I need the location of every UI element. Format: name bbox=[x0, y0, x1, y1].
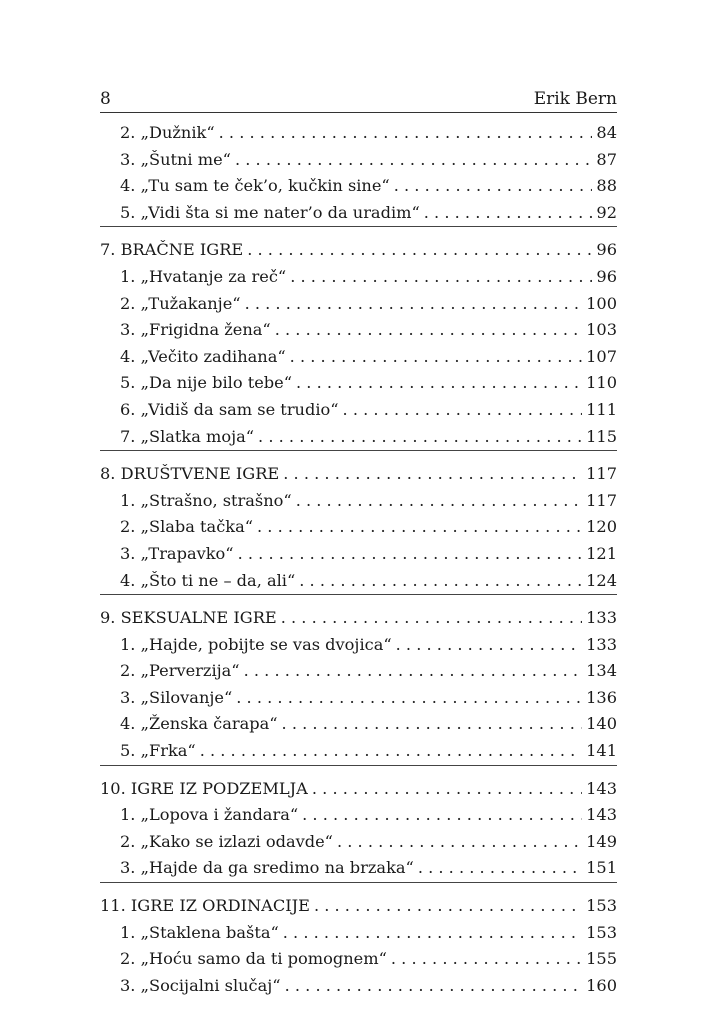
toc-section bbox=[100, 120, 617, 227]
toc-entry[interactable] bbox=[100, 488, 617, 515]
toc-entry-page: 115 bbox=[586, 426, 617, 446]
dot-leader bbox=[396, 632, 582, 659]
toc-entry-page: 96 bbox=[596, 266, 617, 286]
running-author: Erik Bern bbox=[533, 89, 617, 109]
toc-entry-page: 153 bbox=[586, 922, 617, 942]
toc-entry-page: 151 bbox=[586, 858, 617, 878]
toc-chapter[interactable] bbox=[100, 237, 617, 264]
toc-entry[interactable] bbox=[100, 344, 617, 371]
toc-entry-title: 2. „Hoću samo da ti pomognem“ bbox=[120, 949, 387, 969]
toc-section bbox=[100, 605, 617, 766]
toc-entry-title: 3. „Hajde da ga sredimo na brzaka“ bbox=[120, 858, 414, 878]
toc-entry-page: 155 bbox=[586, 949, 617, 969]
dot-leader bbox=[312, 776, 582, 803]
section-gap bbox=[100, 595, 617, 605]
toc-entry-page: 100 bbox=[586, 293, 617, 313]
toc-entry[interactable] bbox=[100, 658, 617, 685]
toc-entry[interactable] bbox=[100, 120, 617, 147]
toc-section bbox=[100, 893, 617, 999]
toc-entry[interactable] bbox=[100, 685, 617, 712]
toc-entry-page: 124 bbox=[586, 570, 617, 590]
toc-entry-page: 84 bbox=[596, 123, 617, 142]
section-gap bbox=[100, 451, 617, 461]
toc-entry-page: 133 bbox=[586, 634, 617, 654]
dot-leader bbox=[296, 488, 582, 515]
toc-entry-title: 4. „Što ti ne – da, ali“ bbox=[120, 570, 296, 590]
toc-entry-title: 5. „Da nije bilo tebe“ bbox=[120, 373, 293, 393]
dot-leader bbox=[290, 264, 592, 291]
toc-chapter[interactable] bbox=[100, 893, 617, 920]
toc-entry-page: 117 bbox=[586, 464, 617, 484]
dot-leader bbox=[424, 200, 593, 227]
dot-leader bbox=[244, 658, 583, 685]
dot-leader bbox=[285, 973, 583, 1000]
toc-entry-page: 121 bbox=[586, 543, 617, 563]
toc-entry[interactable] bbox=[100, 829, 617, 856]
dot-leader bbox=[219, 120, 593, 147]
dot-leader bbox=[247, 237, 592, 264]
toc-entry-title: 2. „Tužakanje“ bbox=[120, 293, 241, 313]
dot-leader bbox=[299, 568, 582, 595]
toc-entry-page: 136 bbox=[586, 687, 617, 707]
toc-entry-title: 7. „Slatka moja“ bbox=[120, 426, 255, 446]
toc-entry[interactable] bbox=[100, 568, 617, 595]
toc-entry-title: 3. „Socijalni slučaj“ bbox=[120, 975, 281, 995]
toc-chapter[interactable] bbox=[100, 776, 617, 803]
page-number: 8 bbox=[100, 89, 111, 109]
toc-entry[interactable] bbox=[100, 514, 617, 541]
dot-leader bbox=[302, 802, 582, 829]
toc-entry[interactable] bbox=[100, 397, 617, 424]
dot-leader bbox=[245, 291, 583, 318]
toc-entry[interactable] bbox=[100, 200, 617, 227]
toc-chapter[interactable] bbox=[100, 605, 617, 632]
toc-entry-title: 2. „Slaba tačka“ bbox=[120, 517, 254, 537]
toc-entry[interactable] bbox=[100, 147, 617, 174]
toc-entry[interactable] bbox=[100, 855, 617, 882]
dot-leader bbox=[275, 317, 582, 344]
toc-entry[interactable] bbox=[100, 317, 617, 344]
dot-leader bbox=[257, 514, 582, 541]
toc-entry[interactable] bbox=[100, 541, 617, 568]
toc-entry-page: 92 bbox=[596, 202, 617, 222]
dot-leader bbox=[200, 738, 582, 765]
section-gap bbox=[100, 883, 617, 893]
toc-entry[interactable] bbox=[100, 711, 617, 738]
toc-entry[interactable] bbox=[100, 973, 617, 1000]
toc-entry-title: 1. „Hvatanje za reč“ bbox=[120, 266, 287, 286]
dot-leader bbox=[394, 173, 593, 200]
dot-leader bbox=[281, 605, 582, 632]
dot-leader bbox=[238, 541, 583, 568]
dot-leader bbox=[337, 829, 582, 856]
toc-entry-page: 103 bbox=[586, 320, 617, 340]
toc-entry-title: 2. „Kako se izlazi odavde“ bbox=[120, 831, 333, 851]
dot-leader bbox=[418, 855, 582, 882]
toc-section bbox=[100, 461, 617, 595]
dot-leader bbox=[343, 397, 583, 424]
toc-entry-title: 4. „Večito zadihana“ bbox=[120, 346, 286, 366]
toc-entry[interactable] bbox=[100, 424, 617, 451]
toc-entry-page: 160 bbox=[586, 975, 617, 995]
toc-entry-title: 4. „Ženska čarapa“ bbox=[120, 714, 278, 734]
toc-entry-page: 140 bbox=[586, 714, 617, 734]
toc-entry-title: 3. „Šutni me“ bbox=[120, 149, 231, 169]
toc-entry-page: 111 bbox=[586, 399, 617, 419]
dot-leader bbox=[391, 946, 582, 973]
running-header bbox=[100, 89, 617, 113]
dot-leader bbox=[258, 424, 582, 451]
toc-entry-page: 153 bbox=[586, 896, 617, 916]
toc-entry[interactable] bbox=[100, 291, 617, 318]
toc-entry[interactable] bbox=[100, 370, 617, 397]
toc-entry-title: 9. SEKSUALNE IGRE bbox=[100, 608, 277, 628]
toc-entry-page: 107 bbox=[586, 346, 617, 366]
dot-leader bbox=[314, 893, 582, 920]
table-of-contents bbox=[100, 120, 617, 999]
toc-entry-page: 88 bbox=[596, 176, 617, 196]
toc-entry-page: 149 bbox=[586, 831, 617, 851]
toc-section bbox=[100, 776, 617, 883]
toc-entry-page: 117 bbox=[586, 490, 617, 510]
toc-entry-title: 1. „Lopova i žandara“ bbox=[120, 805, 299, 825]
toc-entry-title: 6. „Vidiš da sam se trudio“ bbox=[120, 399, 339, 419]
toc-entry-title: 3. „Silovanje“ bbox=[120, 687, 233, 707]
toc-entry[interactable] bbox=[100, 264, 617, 291]
dot-leader bbox=[283, 920, 582, 947]
toc-entry[interactable] bbox=[100, 920, 617, 947]
toc-entry-page: 110 bbox=[586, 373, 617, 393]
toc-entry-title: 1. „Staklena bašta“ bbox=[120, 922, 279, 942]
toc-entry[interactable] bbox=[100, 173, 617, 200]
toc-entry-title: 1. „Strašno, strašno“ bbox=[120, 490, 292, 510]
toc-entry-title: 3. „Trapavko“ bbox=[120, 543, 234, 563]
dot-leader bbox=[283, 461, 582, 488]
toc-entry[interactable] bbox=[100, 946, 617, 973]
toc-entry-page: 143 bbox=[586, 805, 617, 825]
toc-entry-page: 134 bbox=[586, 661, 617, 681]
dot-leader bbox=[235, 147, 592, 174]
toc-entry-title: 2. „Perverzija“ bbox=[120, 661, 240, 681]
section-gap bbox=[100, 227, 617, 237]
toc-section bbox=[100, 237, 617, 451]
toc-entry-page: 133 bbox=[586, 608, 617, 628]
toc-entry-title: 11. IGRE IZ ORDINACIJE bbox=[100, 896, 310, 916]
toc-entry[interactable] bbox=[100, 738, 617, 765]
toc-entry-title: 5. „Vidi šta si me nater’o da uradim“ bbox=[120, 202, 420, 222]
toc-chapter[interactable] bbox=[100, 461, 617, 488]
section-gap bbox=[100, 766, 617, 776]
toc-entry-page: 143 bbox=[586, 778, 617, 798]
toc-entry-page: 87 bbox=[596, 149, 617, 169]
toc-entry-title: 3. „Frigidna žena“ bbox=[120, 320, 271, 340]
toc-entry-title: 8. DRUŠTVENE IGRE bbox=[100, 464, 280, 484]
toc-entry[interactable] bbox=[100, 632, 617, 659]
toc-entry-title: 5. „Frka“ bbox=[120, 741, 196, 761]
toc-entry-title: 1. „Hajde, pobijte se vas dvojica“ bbox=[120, 634, 392, 654]
toc-entry-title: 4. „Tu sam te ček’o, kučkin sine“ bbox=[120, 176, 390, 196]
dot-leader bbox=[236, 685, 582, 712]
toc-entry-title: 2. „Dužnik“ bbox=[120, 123, 215, 142]
toc-entry-page: 96 bbox=[596, 240, 617, 260]
toc-entry[interactable] bbox=[100, 802, 617, 829]
toc-entry-title: 10. IGRE IZ PODZEMLJA bbox=[100, 778, 308, 798]
toc-entry-page: 141 bbox=[586, 741, 617, 761]
toc-entry-title: 7. BRAČNE IGRE bbox=[100, 240, 244, 260]
dot-leader bbox=[290, 344, 582, 371]
toc-entry-page: 120 bbox=[586, 517, 617, 537]
dot-leader bbox=[282, 711, 583, 738]
dot-leader bbox=[296, 370, 582, 397]
